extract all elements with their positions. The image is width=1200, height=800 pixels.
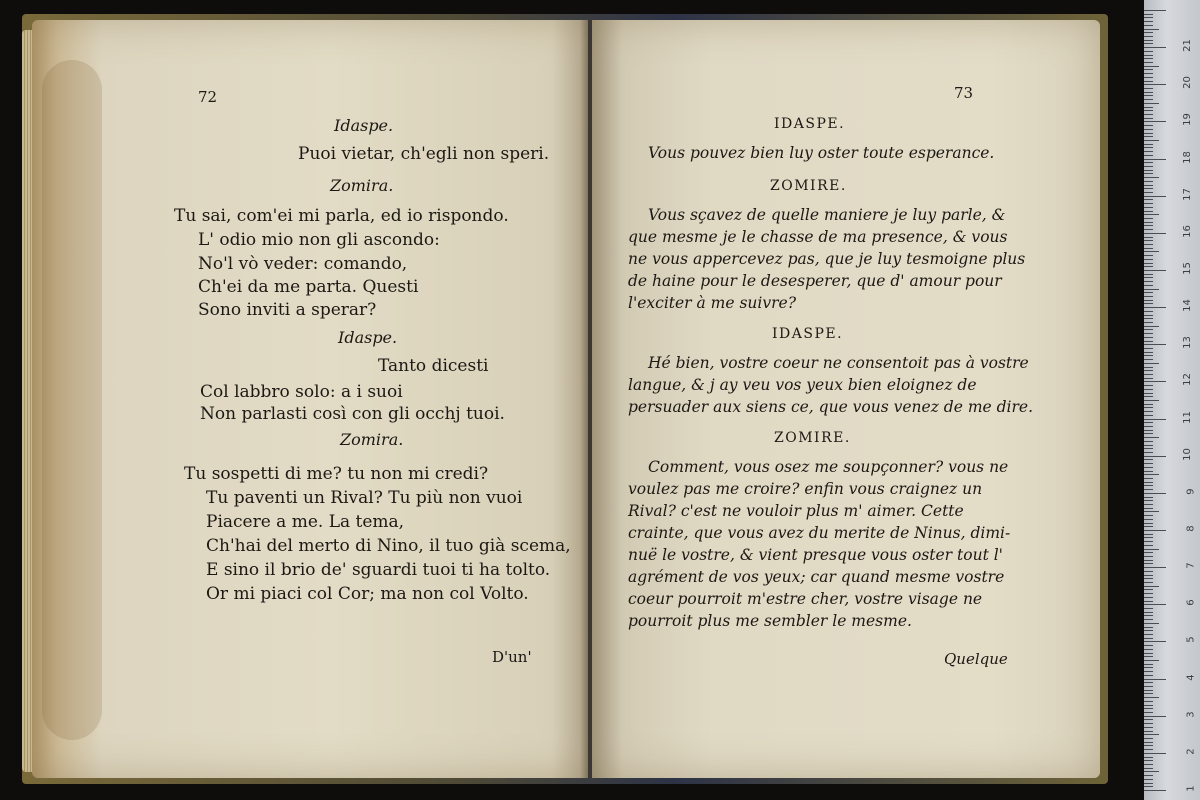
prose-line: coeur pourroit m'estre cher, vostre visage ne <box>628 590 983 608</box>
ruler-tick <box>1144 745 1153 746</box>
ruler-tick <box>1144 541 1153 542</box>
ruler-tick <box>1144 534 1153 535</box>
ruler-tick <box>1144 411 1153 412</box>
ruler-tick <box>1144 363 1159 364</box>
ruler-tick <box>1144 508 1153 509</box>
verse-line: Col labbro solo: a i suoi <box>200 382 403 402</box>
ruler-tick <box>1144 159 1166 160</box>
ruler-tick <box>1144 441 1153 442</box>
ruler-tick <box>1144 352 1153 353</box>
ruler-tick <box>1144 612 1153 613</box>
prose-line: voulez pas me croire? enfin vous craignez un <box>628 480 983 498</box>
ruler-tick <box>1144 84 1166 85</box>
ruler-tick <box>1144 627 1153 628</box>
ruler-tick <box>1144 549 1159 550</box>
ruler-tick <box>1144 667 1153 668</box>
ruler-tick <box>1144 786 1153 787</box>
verse-line: Piacere a me. La tema, <box>206 512 405 532</box>
ruler-tick <box>1144 575 1153 576</box>
ruler-tick <box>1144 222 1153 223</box>
ruler-tick <box>1144 396 1153 397</box>
ruler-tick <box>1144 378 1153 379</box>
ruler-tick <box>1144 192 1153 193</box>
speaker-label: Idaspe. <box>334 116 394 135</box>
ruler-tick <box>1144 355 1153 356</box>
ruler-tick <box>1144 749 1153 750</box>
ruler-tick <box>1144 545 1153 546</box>
ruler-tick <box>1144 556 1153 557</box>
ruler-tick <box>1144 623 1159 624</box>
ruler-tick <box>1144 36 1153 37</box>
ruler-tick <box>1144 682 1153 683</box>
ruler-tick <box>1144 653 1153 654</box>
ruler-tick <box>1144 760 1153 761</box>
ruler-tick <box>1144 289 1159 290</box>
ruler-tick <box>1144 225 1153 226</box>
ruler-tick <box>1144 560 1153 561</box>
ruler-tick <box>1144 229 1153 230</box>
ruler-tick <box>1144 671 1153 672</box>
ruler-tick <box>1144 73 1153 74</box>
ruler-tick <box>1144 337 1153 338</box>
ruler-tick <box>1144 783 1153 784</box>
ruler-tick <box>1144 731 1153 732</box>
ruler-tick <box>1144 426 1153 427</box>
ruler-tick <box>1144 121 1166 122</box>
speaker-label: IDASPE. <box>772 326 844 342</box>
ruler-tick <box>1144 107 1153 108</box>
ruler-tick <box>1144 196 1166 197</box>
ruler-tick <box>1144 719 1153 720</box>
verse-line: L' odio mio non gli ascondo: <box>198 230 440 250</box>
ruler-tick <box>1144 567 1166 568</box>
ruler-tick <box>1144 404 1153 405</box>
ruler-tick <box>1144 493 1166 494</box>
ruler-tick <box>1144 259 1153 260</box>
ruler-tick <box>1144 129 1153 130</box>
ruler-tick <box>1144 515 1153 516</box>
verse-line: No'l vò veder: comando, <box>198 254 408 274</box>
ruler-tick <box>1144 240 1153 241</box>
ruler-tick <box>1144 266 1153 267</box>
ruler-tick <box>1144 497 1153 498</box>
ruler-tick <box>1144 712 1153 713</box>
ruler-tick <box>1144 285 1153 286</box>
ruler-tick <box>1144 125 1153 126</box>
ruler-tick <box>1144 14 1153 15</box>
ruler-tick <box>1144 207 1153 208</box>
ruler-tick <box>1144 58 1153 59</box>
ruler-tick <box>1144 214 1159 215</box>
ruler-tick <box>1144 433 1153 434</box>
ruler-number: 5 <box>1185 636 1197 644</box>
ruler-tick <box>1144 218 1153 219</box>
ruler-tick <box>1144 155 1153 156</box>
ruler-tick <box>1144 500 1153 501</box>
ruler-tick <box>1144 723 1153 724</box>
ruler-tick <box>1144 437 1159 438</box>
ruler-tick <box>1144 181 1153 182</box>
ruler-tick <box>1144 693 1153 694</box>
ruler-number: 13 <box>1182 336 1194 350</box>
ruler-tick <box>1144 140 1159 141</box>
ruler-tick <box>1144 415 1153 416</box>
ruler-tick <box>1144 69 1153 70</box>
ruler-tick <box>1144 430 1153 431</box>
ruler-tick <box>1144 471 1153 472</box>
right-page <box>592 20 1100 778</box>
ruler-tick <box>1144 445 1153 446</box>
ruler-tick <box>1144 333 1153 334</box>
ruler-tick <box>1144 504 1153 505</box>
ruler-tick <box>1144 367 1153 368</box>
ruler-tick <box>1144 463 1153 464</box>
ruler-number: 20 <box>1182 76 1194 90</box>
ruler-tick <box>1144 634 1153 635</box>
ruler-tick <box>1144 523 1153 524</box>
ruler-tick <box>1144 370 1153 371</box>
ruler-tick <box>1144 489 1153 490</box>
prose-line: de haine pour le desesperer, que d' amour pour <box>628 272 1002 290</box>
ruler-tick <box>1144 21 1153 22</box>
ruler-number: 15 <box>1182 262 1194 275</box>
ruler-tick <box>1144 393 1153 394</box>
ruler-tick <box>1144 374 1153 375</box>
ruler-tick <box>1144 597 1153 598</box>
ruler-tick <box>1144 660 1159 661</box>
ruler-tick <box>1144 593 1153 594</box>
ruler-tick <box>1144 326 1159 327</box>
ruler-number: 7 <box>1185 562 1197 569</box>
ruler-tick <box>1144 170 1153 171</box>
ruler-tick <box>1144 344 1166 345</box>
ruler-tick <box>1144 348 1153 349</box>
ruler-tick <box>1144 292 1153 293</box>
ruler-tick <box>1144 118 1153 119</box>
ruler-number: 2 <box>1185 748 1197 755</box>
prose-line: pourroit plus me sembler le mesme. <box>628 612 912 630</box>
ruler-tick <box>1144 81 1153 82</box>
ruler-tick <box>1144 679 1166 680</box>
ruler-tick <box>1144 274 1153 275</box>
verse-line: Or mi piaci col Cor; ma non col Volto. <box>206 584 529 604</box>
ruler-number: 8 <box>1185 525 1197 532</box>
ruler-tick <box>1144 459 1153 460</box>
ruler-tick <box>1144 99 1153 100</box>
ruler-number: 9 <box>1185 488 1197 495</box>
prose-line: que mesme je le chasse de ma presence, & vous <box>628 228 1008 246</box>
ruler-tick <box>1144 716 1166 717</box>
ruler-tick <box>1144 511 1159 512</box>
ruler-tick <box>1144 697 1159 698</box>
ruler-number: 4 <box>1185 673 1197 681</box>
ruler-tick <box>1144 233 1166 234</box>
ruler-tick <box>1144 619 1153 620</box>
ruler-tick <box>1144 341 1153 342</box>
ruler-tick <box>1144 530 1166 531</box>
ruler-tick <box>1144 270 1166 271</box>
prose-line: l'exciter à me suivre? <box>628 294 797 312</box>
ruler-number: 10 <box>1182 447 1194 461</box>
ruler-tick <box>1144 701 1153 702</box>
ruler-tick <box>1144 177 1159 178</box>
ruler-tick <box>1144 25 1153 26</box>
verse-line: Ch'hai del merto di Nino, il tuo già scema, <box>206 536 571 556</box>
ruler-tick <box>1144 615 1153 616</box>
ruler-tick <box>1144 10 1166 11</box>
ruler-tick <box>1144 92 1153 93</box>
speaker-label: IDASPE. <box>774 116 846 132</box>
ruler-tick <box>1144 389 1153 390</box>
ruler-tick <box>1144 95 1153 96</box>
ruler-tick <box>1144 147 1153 148</box>
ruler-tick <box>1144 727 1153 728</box>
ruler-number: 1 <box>1185 785 1197 792</box>
verse-line: Sono inviti a sperar? <box>198 300 377 320</box>
ruler-tick <box>1144 29 1159 30</box>
ruler-tick <box>1144 771 1159 772</box>
speaker-label: Idaspe. <box>338 328 398 347</box>
ruler-tick <box>1144 199 1153 200</box>
ruler-tick <box>1144 248 1153 249</box>
ruler-tick <box>1144 467 1153 468</box>
verse-line: Non parlasti così con gli occhj tuoi. <box>200 404 505 424</box>
verse-line: Tu paventi un Rival? Tu più non vuoi <box>206 488 523 508</box>
ruler-number: 19 <box>1182 113 1194 127</box>
ruler-tick <box>1144 601 1153 602</box>
ruler-tick <box>1144 608 1153 609</box>
verse-line: Tu sai, com'ei mi parla, ed io rispondo. <box>174 206 509 226</box>
ruler-tick <box>1144 604 1166 605</box>
ruler-tick <box>1144 303 1153 304</box>
prose-line: persuader aux siens ce, que vous venez de me dire. <box>628 398 1034 416</box>
ruler-tick <box>1144 537 1153 538</box>
ruler-tick <box>1144 55 1153 56</box>
ruler-number: 6 <box>1185 599 1197 606</box>
ruler-tick <box>1144 300 1153 301</box>
measuring-ruler <box>1144 0 1200 800</box>
ruler-tick <box>1144 263 1153 264</box>
ruler-number: 21 <box>1182 39 1194 53</box>
ruler-tick <box>1144 162 1153 163</box>
ruler-tick <box>1144 43 1153 44</box>
catchword: D'un' <box>492 648 532 666</box>
ruler-tick <box>1144 211 1153 212</box>
ruler-tick <box>1144 296 1153 297</box>
ruler-number: 14 <box>1182 299 1194 313</box>
verse-line: E sino il brio de' sguardi tuoi ti ha tolto. <box>206 560 551 580</box>
ruler-number: 18 <box>1182 150 1194 164</box>
prose-line: nuë le vostre, & vient presque vous oster tout l' <box>628 546 1003 564</box>
ruler-tick <box>1144 203 1153 204</box>
ruler-tick <box>1144 664 1153 665</box>
ruler-tick <box>1144 519 1153 520</box>
ruler-number: 16 <box>1182 224 1194 238</box>
ruler-tick <box>1144 315 1153 316</box>
ruler-tick <box>1144 742 1153 743</box>
ruler-tick <box>1144 775 1153 776</box>
prose-line: langue, & j ay veu vos yeux bien eloignez de <box>628 376 977 394</box>
ruler-tick <box>1144 385 1153 386</box>
ruler-tick <box>1144 757 1153 758</box>
ruler-tick <box>1144 237 1153 238</box>
ruler-tick <box>1144 62 1153 63</box>
ruler-tick <box>1144 359 1153 360</box>
ruler-tick <box>1144 526 1153 527</box>
ruler-tick <box>1144 77 1153 78</box>
ruler-tick <box>1144 578 1153 579</box>
ruler-tick <box>1144 686 1153 687</box>
ruler-tick <box>1144 482 1153 483</box>
ruler-tick <box>1144 768 1153 769</box>
ruler-number: 3 <box>1185 711 1197 718</box>
ruler-tick <box>1144 281 1153 282</box>
ruler-tick <box>1144 645 1153 646</box>
ruler-tick <box>1144 641 1166 642</box>
page-stain <box>42 60 102 740</box>
ruler-tick <box>1144 318 1153 319</box>
ruler-tick <box>1144 322 1153 323</box>
ruler-tick <box>1144 381 1166 382</box>
ruler-number: 11 <box>1182 410 1194 424</box>
prose-line: Comment, vous osez me soupçonner? vous ne <box>648 458 1009 476</box>
ruler-tick <box>1144 589 1153 590</box>
ruler-tick <box>1144 66 1159 67</box>
ruler-tick <box>1144 764 1153 765</box>
ruler-tick <box>1144 188 1153 189</box>
prose-line: Vous pouvez bien luy oster toute esperance. <box>648 144 995 162</box>
verse-line: Tanto dicesti <box>378 356 489 376</box>
ruler-number: 17 <box>1182 187 1194 201</box>
ruler-tick <box>1144 114 1153 115</box>
ruler-tick <box>1144 452 1153 453</box>
ruler-tick <box>1144 88 1153 89</box>
verse-line: Puoi vietar, ch'egli non speri. <box>298 144 550 164</box>
prose-line: Hé bien, vostre coeur ne consentoit pas à vostre <box>648 354 1029 372</box>
speaker-label: ZOMIRE. <box>770 178 847 194</box>
ruler-tick <box>1144 103 1159 104</box>
ruler-tick <box>1144 255 1153 256</box>
ruler-tick <box>1144 675 1153 676</box>
ruler-tick <box>1144 407 1153 408</box>
ruler-tick <box>1144 790 1166 791</box>
ruler-tick <box>1144 144 1153 145</box>
ruler-tick <box>1144 563 1153 564</box>
prose-line: agrément de vos yeux; car quand mesme vostre <box>628 568 1005 586</box>
ruler-tick <box>1144 51 1153 52</box>
ruler-tick <box>1144 173 1153 174</box>
ruler-tick <box>1144 277 1153 278</box>
ruler-tick <box>1144 311 1153 312</box>
ruler-tick <box>1144 185 1153 186</box>
left-page <box>32 20 588 778</box>
ruler-tick <box>1144 485 1153 486</box>
ruler-tick <box>1144 47 1166 48</box>
prose-line: Rival? c'est ne vouloir plus m' aimer. Cette <box>628 502 964 520</box>
ruler-tick <box>1144 329 1153 330</box>
ruler-tick <box>1144 753 1166 754</box>
ruler-tick <box>1144 133 1153 134</box>
ruler-tick <box>1144 32 1153 33</box>
ruler-tick <box>1144 151 1153 152</box>
ruler-tick <box>1144 136 1153 137</box>
ruler-tick <box>1144 419 1166 420</box>
ruler-tick <box>1144 251 1159 252</box>
ruler-tick <box>1144 474 1159 475</box>
open-book <box>32 20 1100 778</box>
ruler-tick <box>1144 734 1159 735</box>
ruler-tick <box>1144 638 1153 639</box>
prose-line: Vous sçavez de quelle maniere je luy parle, & <box>648 206 1006 224</box>
ruler-number: 12 <box>1182 373 1194 387</box>
ruler-tick <box>1144 422 1153 423</box>
page-number: 72 <box>198 88 218 106</box>
ruler-tick <box>1144 166 1153 167</box>
ruler-tick <box>1144 582 1153 583</box>
ruler-tick <box>1144 307 1166 308</box>
ruler-tick <box>1144 738 1153 739</box>
ruler-tick <box>1144 244 1153 245</box>
ruler-tick <box>1144 448 1153 449</box>
ruler-tick <box>1144 630 1153 631</box>
ruler-tick <box>1144 456 1166 457</box>
catchword: Quelque <box>944 650 1008 668</box>
prose-line: crainte, que vous avez du merite de Ninus, dimi- <box>628 524 1011 542</box>
ruler-tick <box>1144 478 1153 479</box>
ruler-tick <box>1144 40 1153 41</box>
ruler-tick <box>1144 705 1153 706</box>
prose-line: ne vous appercevez pas, que je luy tesmoigne plus <box>628 250 1026 268</box>
ruler-tick <box>1144 17 1153 18</box>
ruler-tick <box>1144 400 1159 401</box>
ruler-tick <box>1144 779 1153 780</box>
ruler-tick <box>1144 690 1153 691</box>
page-number: 73 <box>954 84 974 102</box>
speaker-label: ZOMIRE. <box>774 430 851 446</box>
ruler-tick <box>1144 708 1153 709</box>
ruler-tick <box>1144 586 1159 587</box>
ruler-tick <box>1144 649 1153 650</box>
ruler-tick <box>1144 656 1153 657</box>
ruler-tick <box>1144 552 1153 553</box>
verse-line: Tu sospetti di me? tu non mi credi? <box>184 464 489 484</box>
ruler-tick <box>1144 110 1153 111</box>
ruler-tick <box>1144 571 1153 572</box>
verse-line: Ch'ei da me parta. Questi <box>198 277 419 297</box>
speaker-label: Zomira. <box>340 430 404 449</box>
speaker-label: Zomira. <box>330 176 394 195</box>
